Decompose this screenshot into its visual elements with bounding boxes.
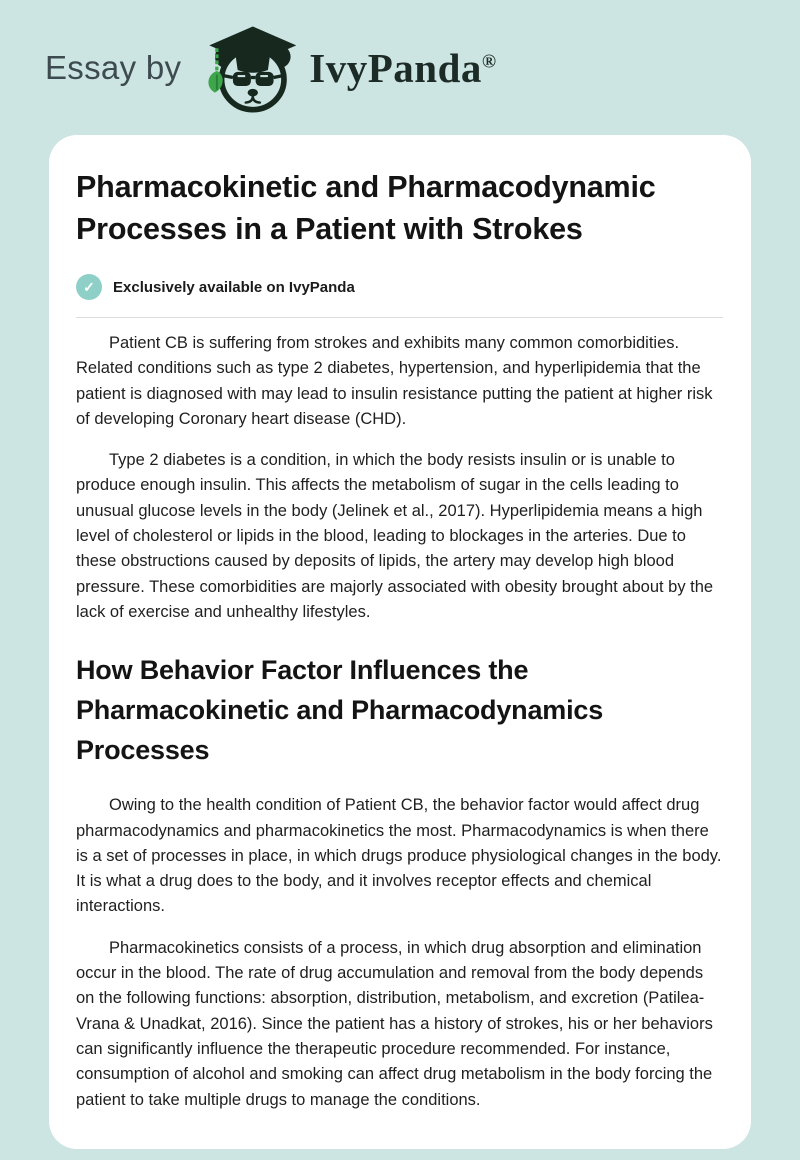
essay-title: Pharmacokinetic and Pharmacodynamic Processes in a Patient with Strokes [76, 170, 656, 246]
essay-by-label: Essay by [45, 48, 182, 86]
check-icon: ✓ [76, 274, 102, 300]
divider [76, 317, 723, 318]
paragraph: Patient CB is suffering from strokes and exhibits many common comorbidities. Related conditions such as type 2 diabetes, hypertension, and hyperlipidemia that the patient is diagnosed with may lead to insulin resistance putting the patient at higher risk of developing Coronary heart disease (CHD). [76, 334, 713, 428]
brand-text: IvyPanda [309, 44, 482, 91]
essay-card [49, 135, 751, 1149]
page-header [0, 0, 800, 135]
section-heading: How Behavior Factor Influences the Pharmacokinetic and Pharmacodynamics Processes [76, 655, 604, 766]
paragraph: Type 2 diabetes is a condition, in which the body resists insulin or is unable to produce enough insulin. This affects the metabolism of sugar in the cells leading to unusual glucose levels in the body (Jelinek et al., 2017). Hyperlipidemia means a high level of cholesterol or lipids in the blood, leading to blockages in the arteries. Due to these obstructions caused by deposits of lipids, the artery may develop high blood pressure. These comorbidities are majorly associated with obesity brought about by the lack of exercise and unhealthy lifestyles. [76, 451, 714, 621]
paragraph: Pharmacokinetics consists of a process, in which drug absorption and elimination occur in the blood. The rate of drug accumulation and removal from the body depends on the following functions: absorption, distribution, metabolism, and excretion (Patilea-Vrana & Unadkat, 2016). Since the patient has a history of strokes, his or her behaviors can significantly influence the therapeutic procedure recommended. For instance, consumption of alcohol and smoking can affect drug metabolism in the body forcing the patient to take multiple drugs to manage the conditions. [76, 938, 713, 1109]
exclusive-badge [76, 274, 723, 300]
essay-body [76, 331, 723, 1113]
paragraph: Owing to the health condition of Patient CB, the behavior factor would affect drug pharmacodynamics and pharmacokinetics the most. Pharmacodynamics is when there is a set of processes in place, in which drugs produce physiological changes in the body. It is what a drug does to the body, and it involves receptor effects and chemical interactions. [76, 796, 722, 916]
ivypanda-panda-logo-icon [197, 25, 301, 113]
ivypanda-wordmark [309, 44, 496, 92]
exclusive-badge-label: Exclusively available on IvyPanda [113, 278, 355, 296]
registered-mark: ® [481, 50, 497, 72]
